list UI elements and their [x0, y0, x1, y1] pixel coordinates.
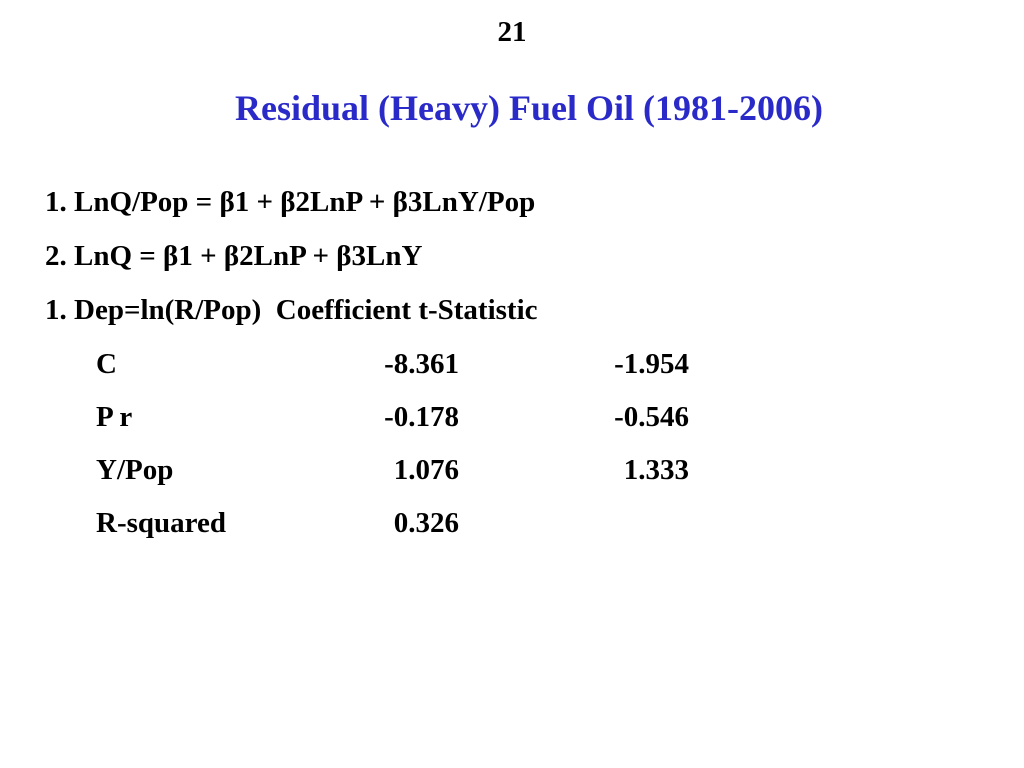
row-label: Y/Pop: [96, 454, 174, 486]
page-number: 21: [497, 16, 527, 48]
t-statistic-value: -0.546: [614, 401, 689, 433]
row-label: R-squared: [96, 507, 226, 539]
coefficient-value: -8.361: [384, 348, 459, 380]
coefficient-value: -0.178: [384, 401, 459, 433]
row-label: C: [96, 348, 117, 380]
t-statistic-value: -1.954: [614, 348, 689, 380]
t-statistic-value: 1.333: [623, 454, 689, 486]
equation-2: 2. LnQ = β1 + β2LnP + β3LnY: [45, 240, 423, 272]
coefficient-value: 1.076: [393, 454, 459, 486]
results-header: 1. Dep=ln(R/Pop) Coefficient t-Statistic: [45, 294, 538, 326]
coefficient-value: 0.326: [393, 507, 459, 539]
row-label: P r: [96, 401, 133, 433]
slide-title: Residual (Heavy) Fuel Oil (1981-2006): [235, 88, 823, 128]
equation-1: 1. LnQ/Pop = β1 + β2LnP + β3LnY/Pop: [45, 186, 536, 218]
